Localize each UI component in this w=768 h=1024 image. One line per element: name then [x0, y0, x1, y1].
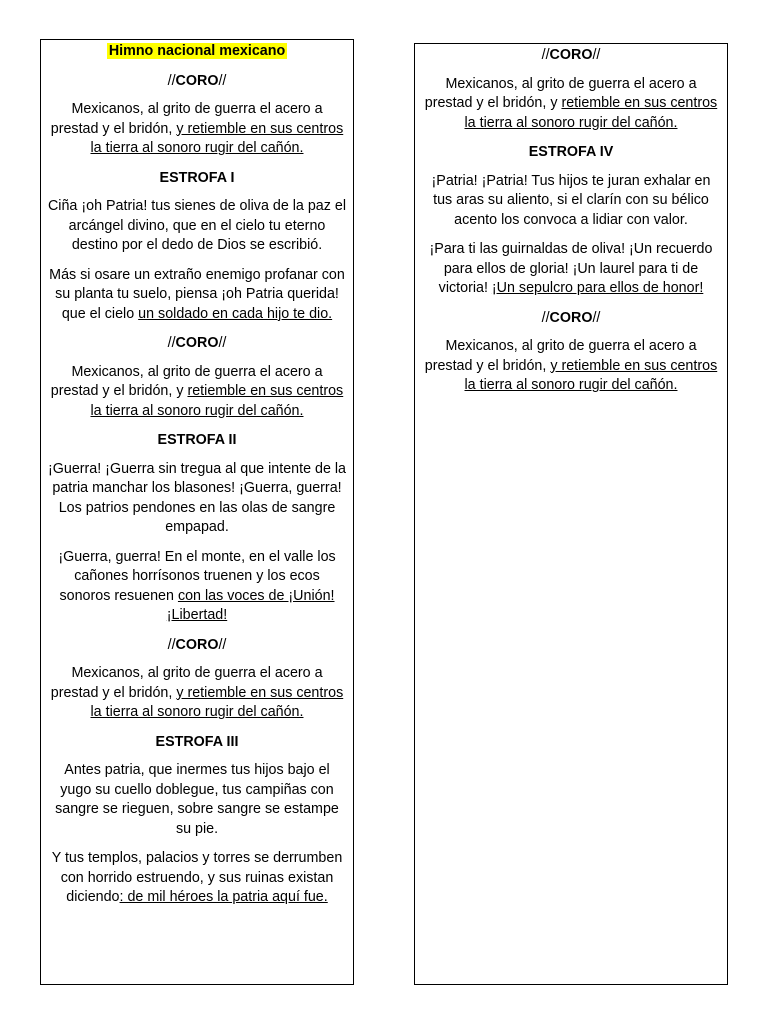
verse-underlined-text: con las voces de ¡Unión! ¡Libertad!: [166, 587, 335, 623]
coro-label: CORO: [175, 636, 219, 653]
coro-heading: [47, 334, 347, 354]
verse-text: Más si osare un extraño enemigo profanar con su planta tu suelo, piensa ¡oh Patria querida! que el cielo: [49, 266, 345, 322]
coro-slash-open: //: [167, 636, 176, 653]
stanza-heading: ESTROFA III: [155, 733, 239, 750]
coro-slash-close: //: [218, 636, 227, 653]
coro-label: CORO: [175, 72, 219, 89]
verse-paragraph: [421, 75, 721, 134]
coro-slash-open: //: [167, 72, 176, 89]
coro-slash-close: //: [218, 72, 227, 89]
verse-paragraph: [47, 197, 347, 256]
verse-text: ¡Patria! ¡Patria! Tus hijos te juran exhalar en tus aras su aliento, si el clarín con su bélico acento los convoca a lidiar con valor.: [431, 172, 711, 228]
document-title: [47, 42, 347, 62]
verse-underlined-text: ¡Un sepulcro para ellos de honor!: [491, 280, 704, 296]
coro-label: CORO: [549, 309, 593, 326]
verse-paragraph: [47, 664, 347, 723]
right-blocks: [421, 46, 721, 396]
verse-underlined-text: un soldado en cada hijo te dio.: [138, 305, 333, 322]
verse-paragraph: [421, 172, 721, 231]
verse-underlined-text: y retiemble en sus centros la tierra al sonoro rugir del cañón.: [90, 684, 344, 720]
verse-text: Mexicanos, al grito de guerra el acero a prestad y el bridón, y: [424, 75, 697, 111]
verse-paragraph: [421, 240, 721, 299]
document-title-text: Himno nacional mexicano: [108, 43, 286, 59]
coro-heading: [47, 72, 347, 92]
verse-paragraph: [47, 266, 347, 325]
coro-heading: [421, 309, 721, 329]
verse-text: Mexicanos, al grito de guerra el acero a prestad y el bridón,: [50, 101, 323, 137]
verse-text: Y tus templos, palacios y torres se derrumben con horrido estruendo, y sus ruinas existan diciendo: [51, 850, 343, 905]
coro-slash-close: //: [592, 309, 601, 326]
verse-underlined-text: : de mil héroes la patria aquí fue.: [119, 889, 328, 905]
verse-paragraph: [47, 100, 347, 159]
coro-heading: [47, 636, 347, 656]
coro-slash-open: //: [541, 47, 550, 63]
coro-slash-close: //: [218, 335, 227, 351]
verse-underlined-text: y retiemble en sus centros la tierra al sonoro rugir del cañón.: [90, 120, 344, 156]
verse-text: Antes patria, que inermes tus hijos bajo el yugo su cuello doblegue, tus campiñas con sangre se rieguen, sobre sangre se estampe su pie.: [55, 762, 339, 837]
stanza-heading: ESTROFA I: [159, 169, 235, 186]
coro-slash-open: //: [167, 335, 176, 351]
coro-label: CORO: [175, 335, 219, 351]
anthem-column-right: [414, 43, 728, 985]
verse-paragraph: [47, 761, 347, 839]
coro-heading: [421, 46, 721, 66]
verse-text: Mexicanos, al grito de guerra el acero a prestad y el bridón,: [50, 665, 323, 701]
coro-slash-close: //: [592, 47, 601, 63]
verse-underlined-text: retiemble en sus centros la tierra al sonoro rugir del cañón.: [464, 95, 718, 131]
stanza-heading: ESTROFA II: [157, 432, 237, 448]
verse-text: ¡Para ti las guirnaldas de oliva! ¡Un recuerdo para ellos de gloria! ¡Un laurel para ti de victoria!: [429, 241, 713, 296]
coro-label: CORO: [549, 47, 593, 63]
verse-text: Mexicanos, al grito de guerra el acero a prestad y el bridón, y: [50, 363, 323, 399]
left-blocks: [47, 72, 347, 908]
verse-text: Ciña ¡oh Patria! tus sienes de oliva de la paz el arcángel divino, que en el cielo tu eterno destino por el dedo de Dios se escribió.: [47, 198, 347, 253]
verse-text: ¡Guerra, guerra! En el monte, en el valle los cañones horrísonos truenen y los ecos sonoros resuenen: [58, 548, 336, 604]
verse-underlined-text: retiemble en sus centros la tierra al sonoro rugir del cañón.: [90, 383, 344, 419]
verse-paragraph: [47, 363, 347, 422]
verse-paragraph: [421, 337, 721, 396]
verse-paragraph: [47, 460, 347, 538]
anthem-column-left: [40, 39, 354, 985]
verse-paragraph: [47, 548, 347, 626]
coro-slash-open: //: [541, 309, 550, 326]
verse-text: ¡Guerra! ¡Guerra sin tregua al que intente de la patria manchar los blasones! ¡Guerra, guerra! Los patrios pendones en las olas de sangre empapad.: [47, 460, 346, 535]
verse-underlined-text: y retiemble en sus centros la tierra al sonoro rugir del cañón.: [464, 357, 718, 393]
verse-paragraph: [47, 849, 347, 908]
verse-text: Mexicanos, al grito de guerra el acero a prestad y el bridón,: [424, 338, 697, 374]
stanza-heading: ESTROFA IV: [528, 144, 614, 160]
